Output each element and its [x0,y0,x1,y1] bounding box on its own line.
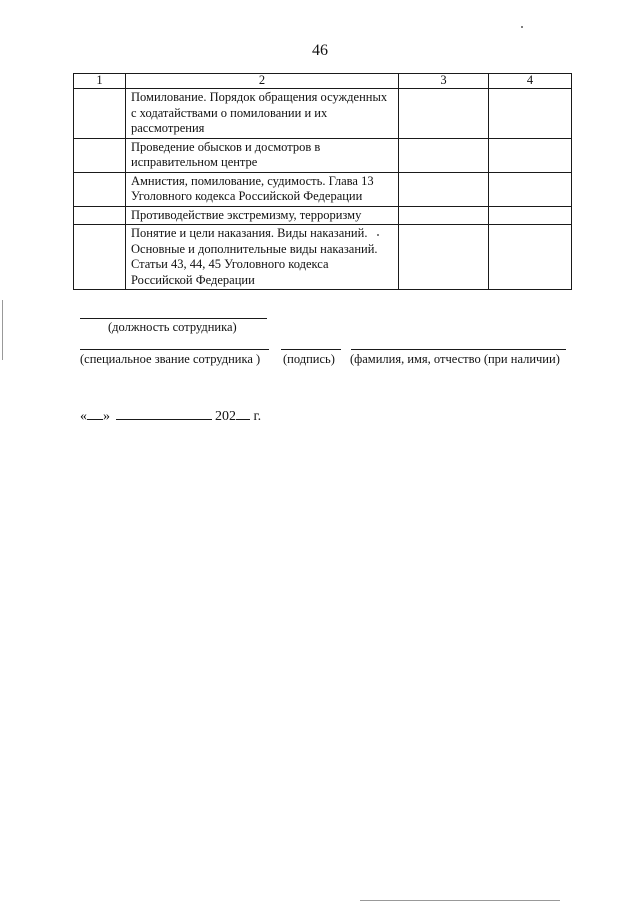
header-col-2: 2 [126,74,399,89]
row-number-cell [74,206,126,225]
row-number-cell [74,89,126,139]
col4-cell [489,172,572,206]
date-day-blank [87,407,103,420]
col3-cell [399,89,489,139]
col4-cell [489,225,572,290]
col3-cell [399,172,489,206]
scan-edge-mark [360,900,560,901]
header-col-1: 1 [74,74,126,89]
table-row [74,172,572,206]
signature-caption: (подпись) [283,352,335,366]
row-number-cell [74,172,126,206]
date-month-blank [116,407,212,420]
topic-cell: Амнистия, помилование, судимость. Глава 13 Уголовного кодекса Российской Федерации [126,172,399,206]
page-number: 46 [312,42,328,59]
table-row [74,206,572,225]
rank-line [80,349,269,350]
name-line [351,349,566,350]
name-caption: (фамилия, имя, отчество (при наличии) [350,352,560,366]
position-caption: (должность сотрудника) [108,320,237,334]
table-row [74,225,572,290]
training-topics-table [73,73,572,290]
row-number-cell [74,225,126,290]
col3-cell [399,206,489,225]
scan-speck [521,26,523,28]
date-year: 202 [215,409,236,424]
date-suffix: г. [253,409,262,424]
header-col-3: 3 [399,74,489,89]
signature-line [281,349,341,350]
row-number-cell [74,138,126,172]
date-open-quote: « [80,409,87,424]
scan-speck [377,234,379,236]
date-line [80,407,261,425]
topic-cell: Понятие и цели наказания. Виды наказаний. Основные и дополнительные виды наказаний. Статьи 43, 44, 45 Уголовного кодекса Российской Федерации [126,225,399,290]
position-line [80,318,267,319]
topic-cell: Противодействие экстремизму, терроризму [126,206,399,225]
table-row [74,138,572,172]
col3-cell [399,225,489,290]
table-header-row [74,74,572,89]
header-col-4: 4 [489,74,572,89]
col4-cell [489,138,572,172]
col4-cell [489,206,572,225]
scan-edge-mark [2,300,3,360]
date-close-quote: » [103,409,110,424]
col3-cell [399,138,489,172]
topic-cell: Проведение обысков и досмотров в исправительном центре [126,138,399,172]
date-year-blank [236,407,250,420]
col4-cell [489,89,572,139]
topic-cell: Помилование. Порядок обращения осужденных с ходатайствами о помиловании и их рассмотрения [126,89,399,139]
table-row [74,89,572,139]
rank-caption: (специальное звание сотрудника ) [80,352,261,366]
